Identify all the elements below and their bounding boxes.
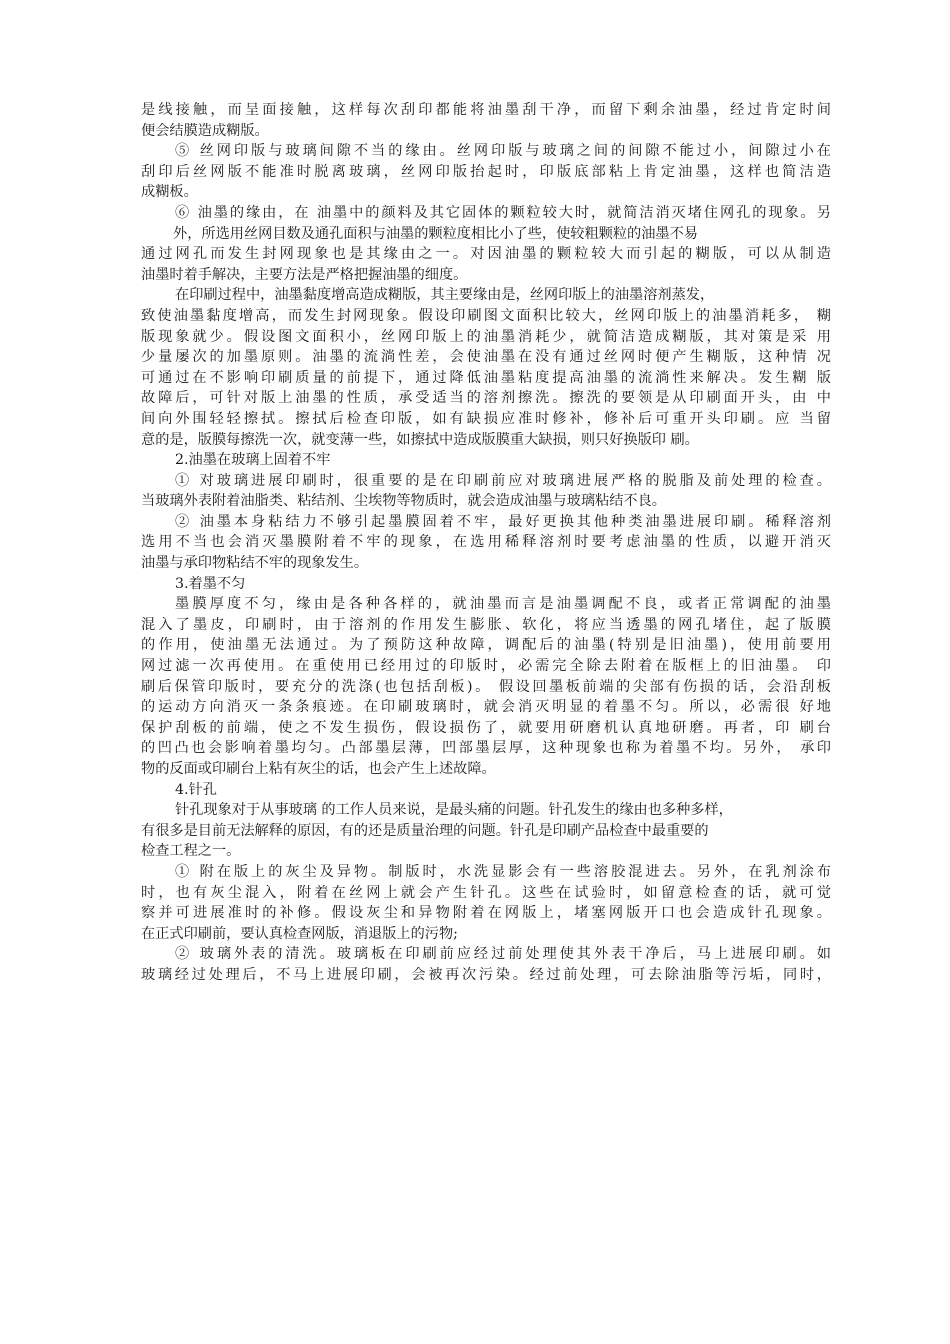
text-line: 墨膜厚度不匀，缘由是各种各样的，就油墨而言是油墨调配不良，或者正常调配的油墨	[175, 596, 831, 613]
text-line: 油墨时着手解决，主要方法是严格把握油墨的细度。	[141, 266, 468, 283]
text-line: 察并可进展准时的补修。假设灰尘和异物附着在网版上，堵塞网版开口也会造成针孔现象。	[141, 905, 831, 922]
text-line: 意的是，版膜每擦洗一次，就变薄一些，如擦拭中造成版膜重大缺损，则只好换版印 刷。	[141, 431, 699, 448]
text-line: 物的反面或印刷台上粘有灰尘的话，也会产生上述故障。	[141, 761, 496, 777]
text-line: 当玻璃外表附着油脂类、粘结剂、尘埃物等物质时，就会造成油墨与玻璃粘结不良。	[141, 493, 666, 510]
text-line: ⑥ 油墨的缘由，在 油墨中的颜料及其它固体的颗粒较大时，就简洁消灭堵住网孔的现象。另	[175, 204, 831, 221]
text-line: 少量屡次的加墨原则。油墨的流淌性差，会使油墨在没有通过丝网时便产生糊版，这种情 况	[141, 349, 831, 366]
text-line: 混入了墨皮，印刷时，由于溶剂的作用发生膨胀、软化，将应当透墨的网孔堵住，起了版膜	[141, 616, 831, 633]
text-line: 在印刷过程中，油墨黏度增高造成糊版，其主要缘由是，丝网印版上的油墨溶剂蒸发，	[175, 287, 715, 304]
text-line: 刮印后丝网版不能准时脱离玻璃，丝网印版抬起时，印版底部粘上肯定油墨，这样也简洁造	[141, 163, 831, 180]
text-line: 便会结膜造成糊版。	[141, 122, 269, 139]
text-line: 时，也有灰尘混入，附着在丝网上就会产生针孔。这些在试验时，如留意检查的话，就可觉	[141, 884, 831, 901]
text-line: 有很多是目前无法解释的原因，有的还是质量治理的问题。针孔是印刷产品检查中最重要的	[141, 822, 709, 839]
text-line: 致使油墨黏度增高，而发生封网现象。假设印刷图文面积比较大，丝网印版上的油墨消耗多， 糊	[141, 307, 831, 324]
text-line: 版现象就少。假设图文面积小，丝网印版上的油墨消耗少，就简洁造成糊版，其对策是采 用	[141, 328, 831, 345]
text-line: 网过滤一次再使用。在重使用已经用过的印版时，必需完全除去附着在版框上的旧油墨。 印	[141, 658, 831, 675]
document-body	[141, 100, 831, 986]
text-line: 通过网孔而发生封网现象也是其缘由之一。对因油墨的颗粒较大而引起的糊版，可以从制造	[141, 246, 831, 263]
text-line: 玻璃经过处理后，不马上进展印刷，会被再次污染。经过前处理，可去除油脂等污垢，同时，	[141, 966, 831, 983]
text-line: 的凹凸也会影响着墨均匀。凸部墨层薄，凹部墨层厚，这种现象也称为着墨不均。另外， 承印	[141, 740, 831, 757]
text-line: ⑤ 丝网印版与玻璃间隙不当的缘由。丝网印版与玻璃之间的间隙不能过小，间隙过小在	[175, 143, 831, 160]
section-heading: 3.着墨不匀	[175, 575, 246, 592]
text-line: 在正式印刷前，要认真检查网版，消退版上的污物;	[141, 925, 458, 942]
text-line: 间向外围轻轻擦拭。擦拭后检查印版，如有缺损应准时修补，修补后可重开头印刷。应 当留	[141, 410, 831, 427]
text-line: 外，所选用丝网目数及通孔面积与油墨的颗粒度相比小了些，使较粗颗粒的油墨不易	[173, 225, 698, 242]
text-line: 刷后保管印版时，要充分的洗涤(也包括刮板)。 假设回墨板前端的尖部有伤损的话，会沿刮板	[141, 678, 831, 695]
text-line: ② 油墨本身粘结力不够引起墨膜固着不牢，最好更换其他种类油墨进展印刷。稀释溶剂	[175, 513, 831, 530]
text-line: 的运动方向消灭一条条痕迹。在印刷玻璃时，就会消灭明显的着墨不匀。所以，必需很 好地	[141, 699, 831, 716]
text-line: 的作用，使油墨无法通过。为了预防这种故障，调配后的油墨(特别是旧油墨)，使用前要用	[141, 637, 831, 654]
text-line: 检查工程之一。	[141, 843, 241, 860]
text-line: 可通过在不影响印刷质量的前提下，通过降低油墨粘度提高油墨的流淌性来解决。发生糊 版	[141, 369, 831, 386]
text-line: 针孔现象对于从事玻璃 的工作人员来说，是最头痛的问题。针孔发生的缘由也多种多样，	[175, 802, 733, 819]
text-line: 故障后，可针对版上油墨的性质，承受适当的溶剂擦洗。擦洗的要领是从印刷面开头，由 中	[141, 390, 831, 407]
section-heading: 2.油墨在玻璃上固着不牢	[175, 452, 331, 469]
text-line: 油墨与承印物粘结不牢的现象发生。	[141, 555, 369, 572]
text-line: ① 附在版上的灰尘及异物。制版时，水洗显影会有一些溶胶混进去。另外，在乳剂涂布	[175, 863, 831, 880]
text-line: 成糊板。	[141, 184, 198, 201]
text-line: 保护刮板的前端，使之不发生损伤，假设损伤了，就要用研磨机认真地研磨。再者，印 刷台	[141, 719, 831, 736]
text-line: ② 玻璃外表的清洗。玻璃板在印刷前应经过前处理使其外表干净后，马上进展印刷。如	[175, 946, 831, 963]
section-heading: 4.针孔	[175, 781, 217, 798]
text-line: 选用不当也会消灭墨膜附着不牢的现象，在选用稀释溶剂时要考虑油墨的性质，以避开消灭	[141, 534, 831, 551]
text-line: 是线接触，而呈面接触，这样每次刮印都能将油墨刮干净，而留下剩余油墨，经过肯定时间	[141, 102, 831, 118]
text-line: ① 对玻璃进展印刷时，很重要的是在印刷前应对玻璃进展严格的脱脂及前处理的检查。	[175, 472, 831, 489]
